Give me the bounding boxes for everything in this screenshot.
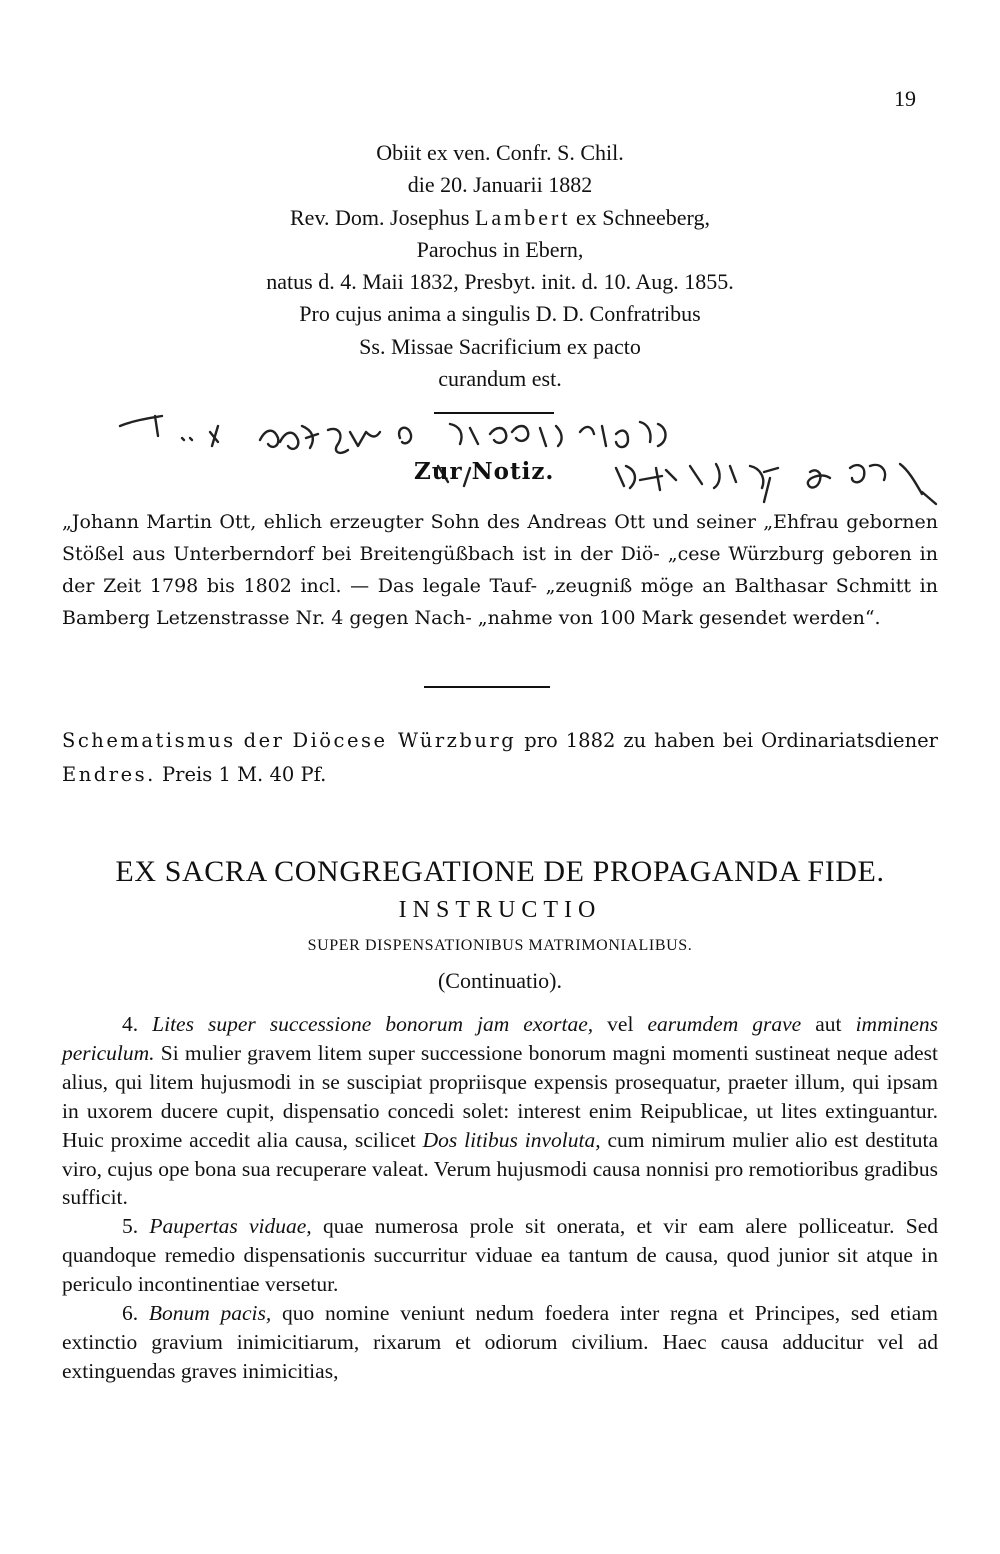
paragraph-text: aut xyxy=(815,1012,842,1036)
schematismus-availability: pro 1882 zu haben bei Ordinariatsdiener xyxy=(524,729,938,752)
schematismus-article: der xyxy=(243,729,285,752)
schematismus-notice xyxy=(62,724,938,792)
obit-name-prefix: Rev. Dom. Josephus xyxy=(290,204,470,230)
paragraph-5 xyxy=(62,1212,938,1299)
italic-term: Bonum pacis, xyxy=(148,1301,272,1326)
paragraph-6 xyxy=(62,1299,938,1386)
paragraph-text: Si mulier gravem litem super successione bonorum magni momenti sustineat neque adest alius, qui litem hujusmodi in se suscipiat propriisque expensis prosequatur, praeter illum, qui ipsam in uxorem ducere cupit, dispensatio concedi solet: interest enim Reipublicae, ut lites extinguantur. Huic proxime accedit alia causa, scilicet xyxy=(62,1040,939,1152)
obit-surname: Lambert xyxy=(474,204,571,230)
section-title: EX SACRA CONGREGATIONE DE PROPAGANDA FIDE. xyxy=(115,855,885,888)
italic-term: imminens periculum. xyxy=(62,1012,938,1065)
italic-term: Paupertas viduae, xyxy=(149,1214,312,1239)
paragraph-number: 4. xyxy=(122,1012,139,1036)
paragraph-text: vel xyxy=(607,1012,634,1036)
paragraph-4 xyxy=(62,1010,938,1212)
page-number: 19 xyxy=(894,86,916,111)
obit-line: Parochus in Ebern, xyxy=(416,236,584,262)
notice-heading: Zur Notiz. xyxy=(414,458,555,485)
italic-term: Lites super successione bonorum jam exortae, xyxy=(152,1012,594,1036)
obit-line: die 20. Januarii 1882 xyxy=(407,172,593,198)
obit-line: Obiit ex ven. Confr. S. Chil. xyxy=(376,140,624,165)
schematismus-price: Preis 1 M. 40 Pf. xyxy=(162,763,327,786)
section-subtitle: INSTRUCTIO xyxy=(398,897,602,923)
section-divider xyxy=(424,686,550,688)
obit-line: natus d. 4. Maii 1832, Presbyt. init. d. 10. Aug. 1855. xyxy=(266,269,734,295)
notice-body: „Johann Martin Ott, ehlich erzeugter Sohn des Andreas Ott und seiner „Ehfrau gebornen Stößel aus Unterberndorf bei Breitengüßbach ist in der Diö- „cese Würzburg geboren in der Zeit 1798 bis 1802 incl. — Das legale Tauf- „zeugniß möge an Balthasar Schmitt in Bamberg Letzenstrasse Nr. 4 gegen Nach- „nahme von 100 Mark gesendet werden“. xyxy=(62,511,938,629)
obituary-notice xyxy=(135,137,865,395)
continuation-label: (Continuatio). xyxy=(437,968,563,993)
paragraph-number: 6. xyxy=(122,1301,139,1326)
obit-line: Ss. Missae Sacrificium ex pacto xyxy=(359,333,641,359)
italic-term: earumdem grave xyxy=(647,1012,802,1036)
section-topic: SUPER DISPENSATIONIBUS MATRIMONIALIBUS. xyxy=(307,937,693,954)
paragraph-number: 5. xyxy=(122,1214,139,1239)
schematismus-diocese: Diöcese Würzburg xyxy=(292,729,517,752)
obit-line xyxy=(135,202,865,234)
schematismus-seller: Endres. xyxy=(62,763,156,786)
schematismus-title: Schematismus xyxy=(62,729,236,752)
paragraph-text: cum nimirum mulier alio est destituta viro, cujus ope bona sua recuperare valeat. Verum hujusmodi causa nonnisi pro remotioribus gradibus sufficit. xyxy=(62,1127,938,1210)
paragraph-text: quae numerosa prole sit onerata, et vir eam alere polliceatur. Sed quandoque remedio dispensationis succurritur viduae ea tantum de causa, quod junior sit atque in periculo incontinentiae versetur. xyxy=(62,1214,939,1297)
article-body xyxy=(62,1010,938,1386)
obit-origin: ex Schneeberg, xyxy=(576,204,710,230)
section-divider xyxy=(434,412,554,414)
obit-line: Pro cujus anima a singulis D. D. Confratribus xyxy=(299,301,701,327)
italic-term: Dos litibus involuta, xyxy=(422,1127,601,1152)
paragraph-text: quo nomine veniunt nedum foedera inter regna et Principes, sed etiam extinctio gravium inimicitiarum, rixarum et odiorum civilium. Haec causa adducitur vel ad extinguendas graves inimicitias, xyxy=(62,1301,938,1383)
obit-line: curandum est. xyxy=(438,366,562,392)
